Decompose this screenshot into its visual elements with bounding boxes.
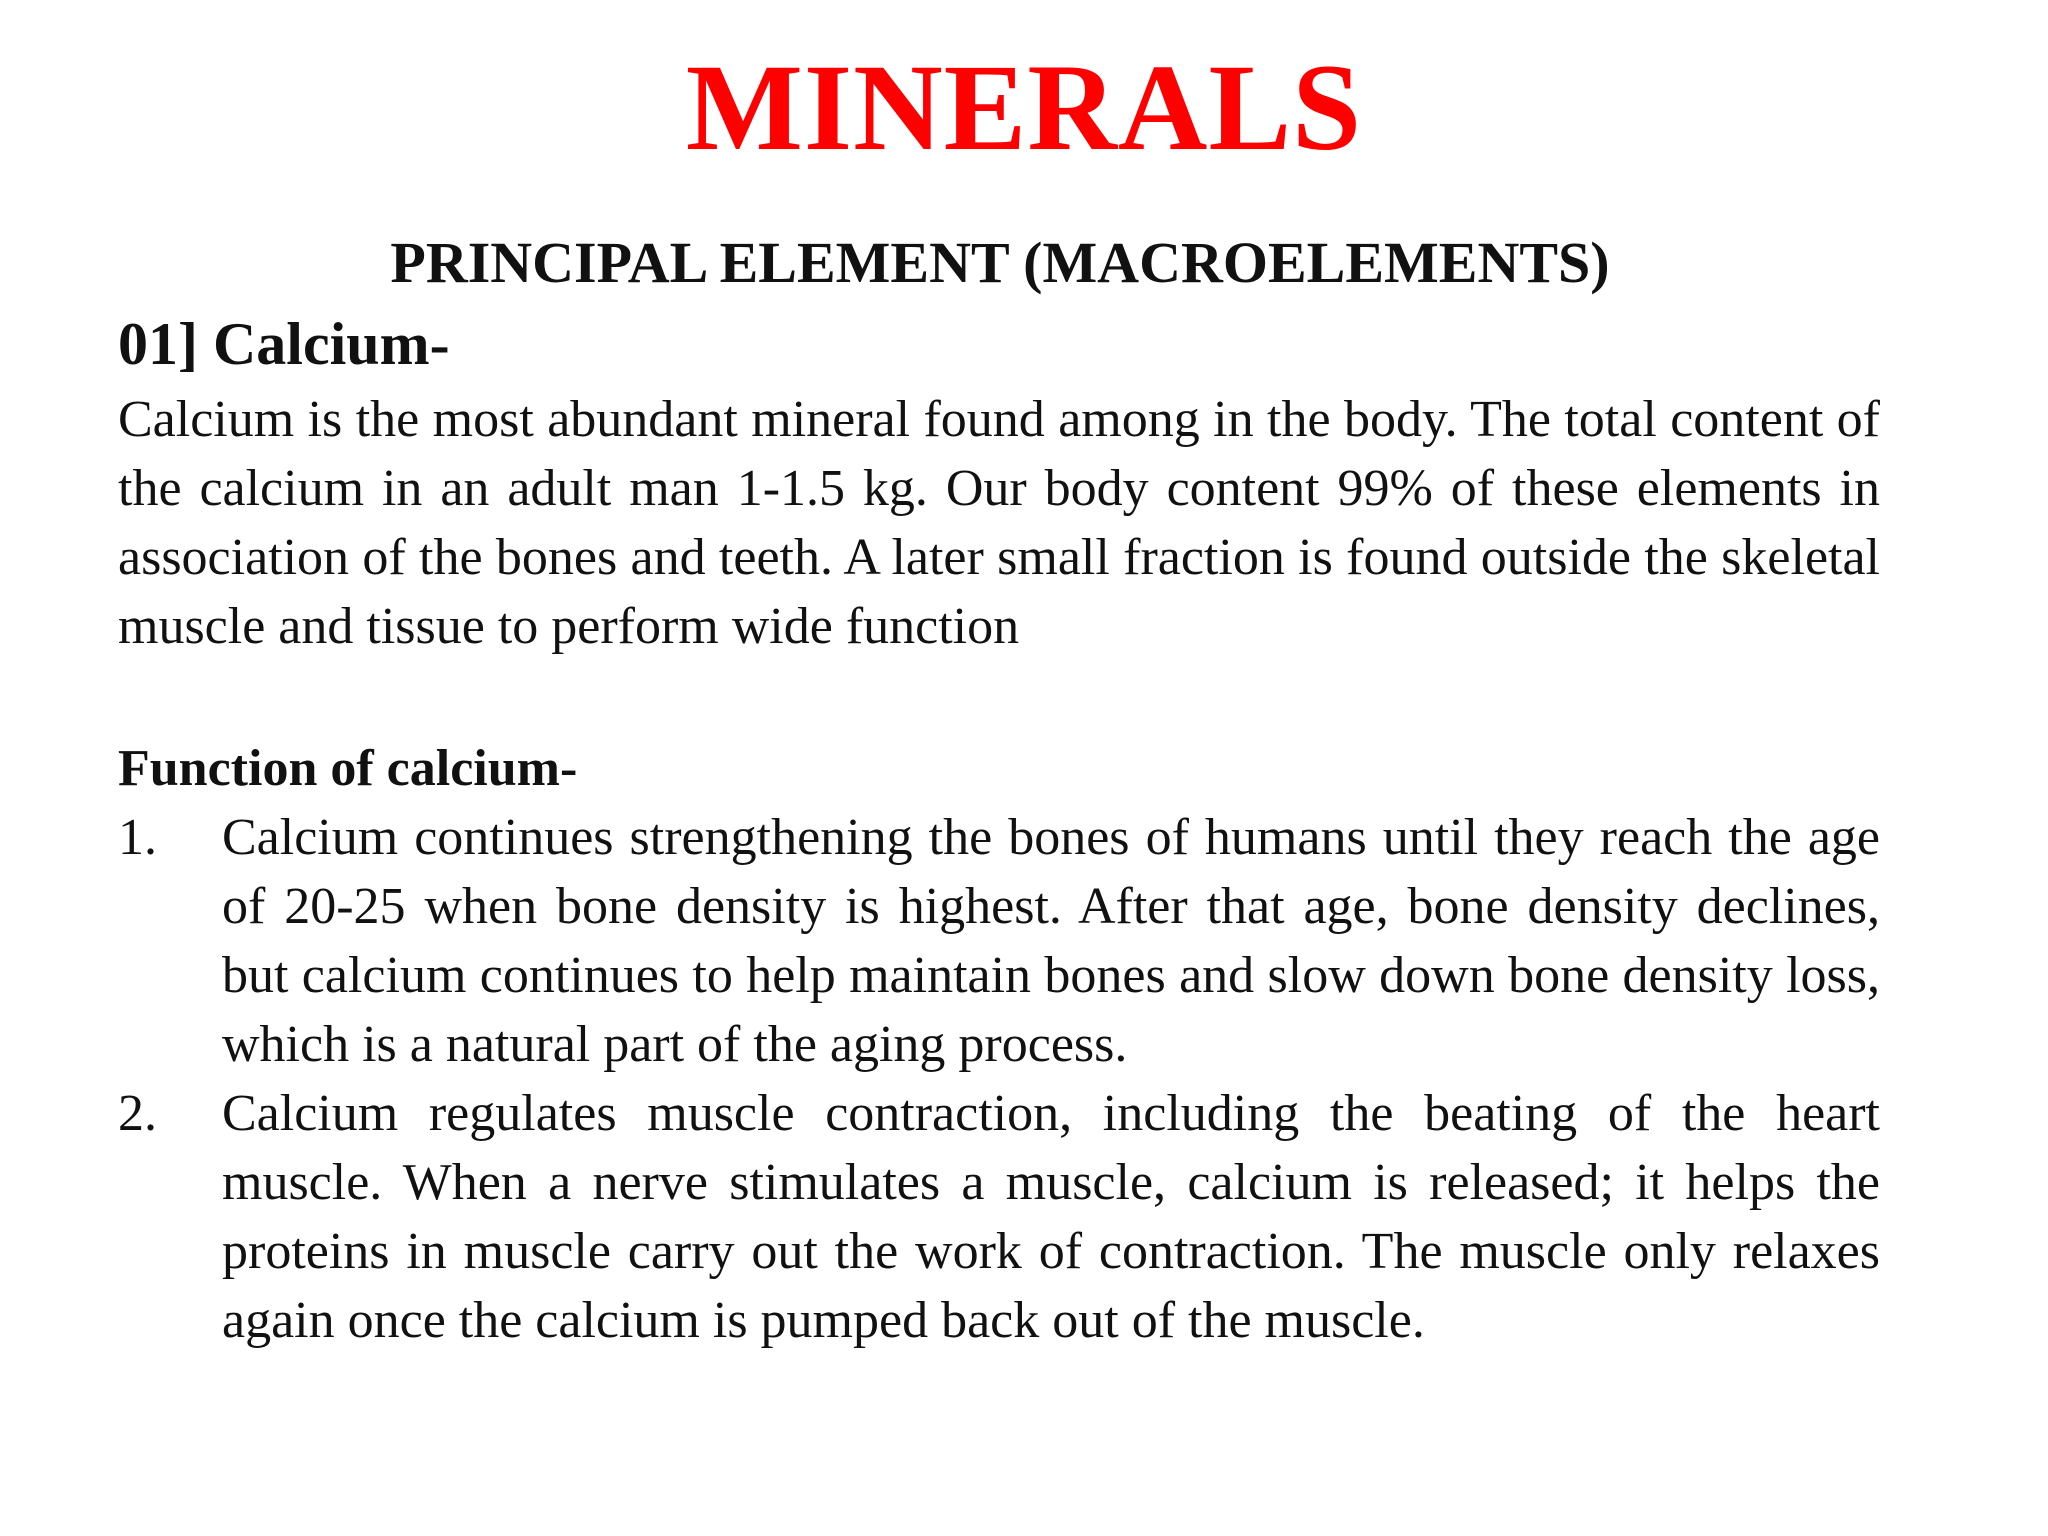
intro-paragraph: Calcium is the most abundant mineral found among in the body. The total content of the calcium in an adult man 1-1.5 kg. Our body content 99% of these elements in association of the bones and teeth. A later small fraction is found outside the skeletal muscle and tissue to perform wide function — [118, 391, 1880, 655]
section-heading: 01] Calcium- — [118, 311, 450, 377]
list-number: 1. — [118, 809, 157, 866]
slide-title: MINERALS — [685, 39, 1363, 176]
slide-subtitle: PRINCIPAL ELEMENT (MACROELEMENTS) — [390, 230, 1610, 295]
function-list-item — [118, 803, 1880, 1079]
function-heading: Function of calcium- — [118, 740, 578, 797]
function-list — [118, 803, 1880, 1355]
list-item-text: Calcium continues strengthening the bones of humans until they reach the age of 20-25 when bone density is highest. After that age, bone density declines, but calcium continues to help maintain bones and slow down bone density loss, which is a natural part of the aging process. — [222, 809, 1880, 1073]
list-number: 2. — [118, 1085, 157, 1142]
list-item-text: Calcium regulates muscle contraction, including the beating of the heart muscle. When a nerve stimulates a muscle, calcium is released; it helps the proteins in muscle carry out the work of contraction. The muscle only relaxes again once the calcium is pumped back out of the muscle. — [222, 1085, 1880, 1349]
function-list-item — [118, 1079, 1880, 1355]
